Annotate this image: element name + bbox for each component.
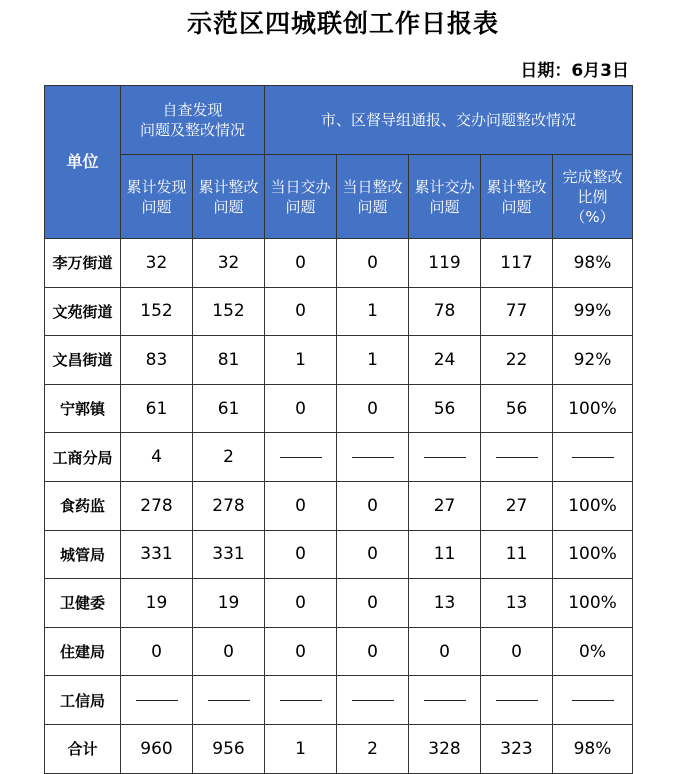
header-unit: 单位 xyxy=(45,86,121,239)
table-cell: 331 xyxy=(193,530,265,579)
column-header-7 xyxy=(553,155,633,239)
table-cell: 78 xyxy=(409,287,481,336)
column-header-5 xyxy=(409,155,481,239)
table-cell: 100% xyxy=(553,481,633,530)
column-header-3 xyxy=(265,155,337,239)
table-cell: 1 xyxy=(265,336,337,385)
page-title: 示范区四城联创工作日报表 xyxy=(186,9,499,38)
table-cell: 152 xyxy=(193,287,265,336)
table-cell: 27 xyxy=(481,481,553,530)
table-cell: 0 xyxy=(265,384,337,433)
table-cell: 11 xyxy=(409,530,481,579)
column-header-7-line-3: （%） xyxy=(570,207,615,226)
table-row xyxy=(45,481,633,530)
header-self-inspection-line-2: 问题及整改情况 xyxy=(140,121,246,139)
table-cell: 61 xyxy=(121,384,193,433)
table-cell: 0 xyxy=(265,627,337,676)
table-cell: 13 xyxy=(409,579,481,628)
header-self-inspection xyxy=(121,86,265,155)
column-header-2 xyxy=(193,155,265,239)
table-cell: 13 xyxy=(481,579,553,628)
table-cell: 100% xyxy=(553,579,633,628)
row-unit-name: 合计 xyxy=(45,724,121,773)
column-header-3-line-2: 问题 xyxy=(285,197,316,216)
empty-dash xyxy=(424,457,466,458)
column-header-2-line-2: 问题 xyxy=(213,197,244,216)
row-unit-name: 住建局 xyxy=(45,627,121,676)
row-unit-name: 宁郭镇 xyxy=(45,384,121,433)
table-row xyxy=(45,676,633,725)
table-cell: 0 xyxy=(265,239,337,288)
empty-dash xyxy=(496,700,538,701)
column-header-2-line-1: 累计整改 xyxy=(198,177,259,196)
table-cell: 11 xyxy=(481,530,553,579)
empty-dash xyxy=(496,457,538,458)
table-cell: 81 xyxy=(193,336,265,385)
table-cell: 0% xyxy=(553,627,633,676)
table-cell: 61 xyxy=(193,384,265,433)
table-cell: 0 xyxy=(193,627,265,676)
empty-dash xyxy=(572,457,614,458)
table-row xyxy=(45,287,633,336)
column-header-4 xyxy=(337,155,409,239)
table-cell: 2 xyxy=(193,433,265,482)
empty-dash xyxy=(280,457,322,458)
table-cell: 331 xyxy=(121,530,193,579)
table-row xyxy=(45,627,633,676)
table-cell: 2 xyxy=(337,724,409,773)
table-cell: 56 xyxy=(409,384,481,433)
row-unit-name: 食药监 xyxy=(45,481,121,530)
row-unit-name: 文昌街道 xyxy=(45,336,121,385)
table-cell xyxy=(265,433,337,482)
table-cell: 98% xyxy=(553,239,633,288)
table-cell: 77 xyxy=(481,287,553,336)
table-cell: 19 xyxy=(193,579,265,628)
report-date: 日期：6月3日 xyxy=(520,61,629,81)
table-cell: 328 xyxy=(409,724,481,773)
table-cell xyxy=(553,433,633,482)
table-cell: 98% xyxy=(553,724,633,773)
table-cell xyxy=(121,676,193,725)
table-cell: 1 xyxy=(337,287,409,336)
row-unit-name: 卫健委 xyxy=(45,579,121,628)
column-header-1 xyxy=(121,155,193,239)
table-cell: 32 xyxy=(121,239,193,288)
table-cell: 119 xyxy=(409,239,481,288)
column-header-4-line-1: 当日整改 xyxy=(342,177,403,196)
table-cell: 1 xyxy=(337,336,409,385)
row-unit-name: 工商分局 xyxy=(45,433,121,482)
row-unit-name: 工信局 xyxy=(45,676,121,725)
table-cell: 278 xyxy=(121,481,193,530)
empty-dash xyxy=(572,700,614,701)
table-cell: 99% xyxy=(553,287,633,336)
header-supervision: 市、区督导组通报、交办问题整改情况 xyxy=(265,86,633,155)
table-row xyxy=(45,433,633,482)
table-row xyxy=(45,579,633,628)
row-unit-name: 文苑街道 xyxy=(45,287,121,336)
column-header-7-line-2: 比例 xyxy=(577,187,608,206)
table-cell: 278 xyxy=(193,481,265,530)
header-self-inspection-line-1: 自查发现 xyxy=(162,101,223,119)
table-cell xyxy=(265,676,337,725)
table-row xyxy=(45,239,633,288)
table-cell: 56 xyxy=(481,384,553,433)
report-table xyxy=(44,85,633,774)
table-cell: 83 xyxy=(121,336,193,385)
table-row xyxy=(45,384,633,433)
column-header-6 xyxy=(481,155,553,239)
table-cell: 4 xyxy=(121,433,193,482)
empty-dash xyxy=(136,700,178,701)
table-cell xyxy=(193,676,265,725)
column-header-1-line-1: 累计发现 xyxy=(126,177,187,196)
table-cell: 0 xyxy=(337,579,409,628)
table-cell: 0 xyxy=(337,530,409,579)
table-cell: 0 xyxy=(121,627,193,676)
column-header-1-line-2: 问题 xyxy=(141,197,172,216)
table-cell: 100% xyxy=(553,384,633,433)
column-header-5-line-1: 累计交办 xyxy=(414,177,475,196)
table-cell: 0 xyxy=(265,579,337,628)
table-cell: 960 xyxy=(121,724,193,773)
table-cell xyxy=(337,433,409,482)
table-cell: 152 xyxy=(121,287,193,336)
table-cell: 27 xyxy=(409,481,481,530)
table-cell: 24 xyxy=(409,336,481,385)
table-cell: 323 xyxy=(481,724,553,773)
table-cell: 0 xyxy=(409,627,481,676)
column-header-3-line-1: 当日交办 xyxy=(270,177,331,196)
table-row xyxy=(45,336,633,385)
empty-dash xyxy=(424,700,466,701)
table-cell xyxy=(481,676,553,725)
table-cell: 0 xyxy=(265,530,337,579)
table-cell xyxy=(337,676,409,725)
column-header-5-line-2: 问题 xyxy=(429,197,460,216)
table-cell: 0 xyxy=(265,481,337,530)
table-cell: 0 xyxy=(481,627,553,676)
table-cell: 19 xyxy=(121,579,193,628)
table-cell: 0 xyxy=(337,481,409,530)
table-cell xyxy=(553,676,633,725)
column-header-7-line-1: 完成整改 xyxy=(562,167,623,186)
table-cell: 0 xyxy=(337,384,409,433)
table-row xyxy=(45,724,633,773)
column-header-4-line-2: 问题 xyxy=(357,197,388,216)
table-cell xyxy=(409,433,481,482)
empty-dash xyxy=(280,700,322,701)
empty-dash xyxy=(352,700,394,701)
row-unit-name: 李万街道 xyxy=(45,239,121,288)
table-cell: 1 xyxy=(265,724,337,773)
table-cell xyxy=(409,676,481,725)
table-row xyxy=(45,530,633,579)
empty-dash xyxy=(208,700,250,701)
table-cell: 0 xyxy=(265,287,337,336)
table-cell: 0 xyxy=(337,239,409,288)
table-cell: 92% xyxy=(553,336,633,385)
table-cell: 32 xyxy=(193,239,265,288)
empty-dash xyxy=(352,457,394,458)
column-header-6-line-1: 累计整改 xyxy=(486,177,547,196)
table-cell: 22 xyxy=(481,336,553,385)
table-cell: 117 xyxy=(481,239,553,288)
row-unit-name: 城管局 xyxy=(45,530,121,579)
table-cell: 0 xyxy=(337,627,409,676)
table-cell: 100% xyxy=(553,530,633,579)
table-cell: 956 xyxy=(193,724,265,773)
column-header-6-line-2: 问题 xyxy=(501,197,532,216)
table-cell xyxy=(481,433,553,482)
